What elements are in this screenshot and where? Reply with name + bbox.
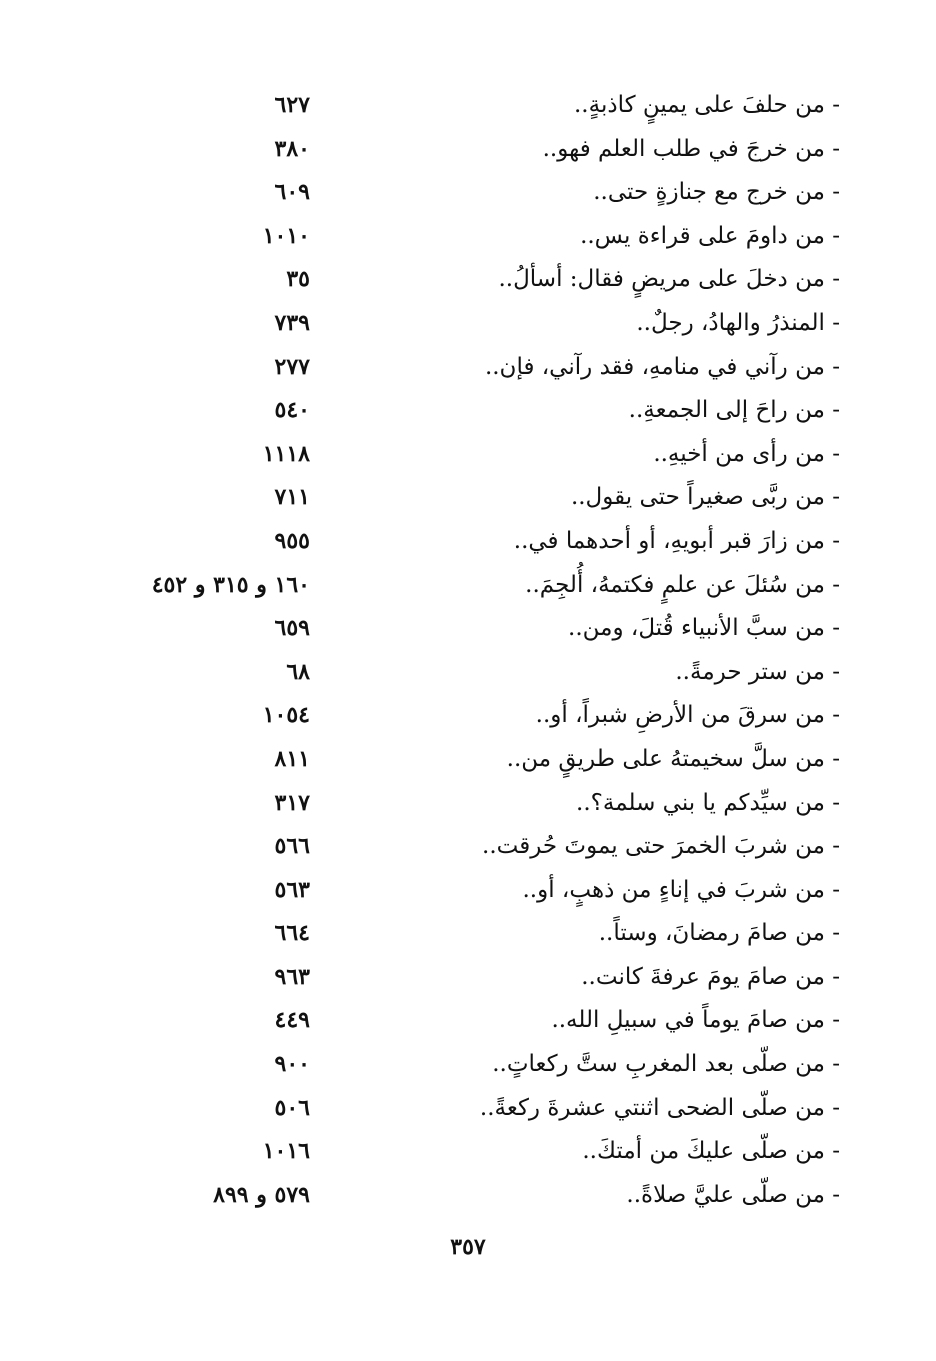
entry-text: - من سلَّ سخيمتهُ على طريقٍ من.. [506, 745, 840, 772]
entry-page-ref: ٦٥٩ [274, 615, 310, 642]
index-entry [0, 1130, 936, 1174]
entry-page-ref: ٥٠٦ [274, 1094, 310, 1121]
entry-text: - من سُئلَ عن علمٍ فكتمهُ، أُلجِمَ.. [525, 571, 840, 598]
entry-text: - من سيِّدكم يا بني سلمة؟.. [576, 789, 840, 816]
index-entry [0, 1174, 936, 1218]
index-entry [0, 215, 936, 259]
entry-text: - المنذرُ والهادُ، رجلٌ.. [636, 309, 840, 336]
entry-text: - من رآني في منامهِ، فقد رآني، فإن.. [484, 353, 840, 380]
index-entry [0, 476, 936, 520]
entry-text: - من صلّى عليَّ صلاةً.. [626, 1181, 840, 1208]
entry-text: - من راحَ إلى الجمعةِ.. [628, 397, 840, 424]
entry-page-ref: ١٠١٠ [262, 222, 310, 249]
index-entry [0, 956, 936, 1000]
index-entry [0, 651, 936, 695]
entry-text: - من داومَ على قراءة يس.. [580, 222, 840, 249]
index-entry [0, 433, 936, 477]
entry-text: - من حلفَ على يمينٍ كاذبةٍ.. [573, 92, 840, 118]
entry-page-ref: ٤٤٩ [274, 1007, 310, 1034]
index-entry [0, 999, 936, 1043]
index-entry [0, 564, 936, 608]
entry-text: - من خرج مع جنازةٍ حتى.. [593, 179, 840, 206]
entry-page-ref: ١١١٨ [262, 440, 310, 467]
entry-page-ref: ٥٤٠ [274, 397, 310, 424]
index-entry [0, 912, 936, 956]
index-entry [0, 346, 936, 390]
entry-text: - من زارَ قبر أبويهِ، أو أحدهما في.. [513, 527, 840, 554]
entry-page-ref: ٦٢٧ [274, 92, 310, 118]
entry-text: - من سرقَ من الأرضِ شبراً، أو.. [535, 702, 840, 729]
entry-page-ref: ٩٥٥ [274, 527, 310, 554]
index-entry [0, 258, 936, 302]
entry-text: - من صامَ رمضانَ، وستاً.. [598, 920, 840, 947]
entry-page-ref: ٦٦٤ [274, 920, 310, 947]
index-entry [0, 128, 936, 172]
entry-page-ref: ٥٦٦ [274, 833, 310, 860]
index-entry [0, 302, 936, 346]
index-entry [0, 869, 936, 913]
index-entry [0, 1043, 936, 1087]
entry-page-ref: ٣٨٠ [274, 135, 310, 162]
entry-text: - من شربَ في إناءٍ من ذهبٍ، أو.. [522, 876, 840, 903]
entry-text: - من صلّى بعد المغربِ ستَّ ركعاتٍ.. [492, 1051, 840, 1078]
entry-page-ref: ٧١١ [274, 484, 310, 511]
entry-page-ref: ٥٧٩ و ٨٩٩ [213, 1181, 310, 1208]
index-entry [0, 825, 936, 869]
entry-text: - من سبَّ الأنبياء قُتلَ، ومن.. [568, 615, 840, 642]
index-entry [0, 389, 936, 433]
entry-text: - من رأى من أخيهِ.. [653, 440, 840, 467]
entry-page-ref: ١٠٥٤ [262, 702, 310, 729]
index-entry [0, 694, 936, 738]
entry-text: - من دخلَ على مريضٍ فقال: أسألُ.. [498, 266, 840, 293]
page-number: ٣٥٧ [450, 1234, 486, 1260]
entry-page-ref: ٦٨ [286, 658, 310, 685]
entry-text: - من صامَ يوماً في سبيلِ الله.. [551, 1007, 840, 1034]
entry-text: - من صلّى عليكَ من أمتكَ.. [582, 1138, 840, 1165]
entry-text: - من ربَّى صغيراً حتى يقول.. [570, 484, 840, 511]
entry-page-ref: ٩٦٣ [274, 963, 310, 990]
entry-text: - من خرجَ في طلب العلم فهو.. [542, 135, 840, 162]
index-entry [0, 171, 936, 215]
entry-page-ref: ١٠١٦ [262, 1138, 310, 1165]
entry-page-ref: ٩٠٠ [274, 1051, 310, 1078]
index-entry [0, 738, 936, 782]
entry-page-ref: ٥٦٣ [274, 876, 310, 903]
entry-text: - من ستر حرمةً.. [675, 658, 840, 685]
index-entry [0, 84, 936, 128]
entry-page-ref: ٣٥ [286, 266, 310, 293]
entry-page-ref: ٧٣٩ [274, 309, 310, 336]
index-entry [0, 1087, 936, 1131]
entry-text: - من صامَ يومَ عرفةَ كانت.. [581, 963, 840, 990]
index-entry [0, 782, 936, 826]
entry-page-ref: ٢٧٧ [274, 353, 310, 380]
index-entry [0, 607, 936, 651]
index-entry [0, 520, 936, 564]
entry-page-ref: ٣١٧ [274, 789, 310, 816]
entry-text: - من شربَ الخمرَ حتى يموتَ حُرقت.. [482, 833, 840, 860]
entry-page-ref: ٦٠٩ [274, 179, 310, 206]
hadith-index-list [0, 84, 936, 1217]
entry-page-ref: ٨١١ [274, 745, 310, 772]
entry-text: - من صلّى الضحى اثنتي عشرةَ ركعةً.. [479, 1094, 840, 1121]
entry-page-ref: ١٦٠ و ٣١٥ و ٤٥٢ [151, 571, 310, 598]
